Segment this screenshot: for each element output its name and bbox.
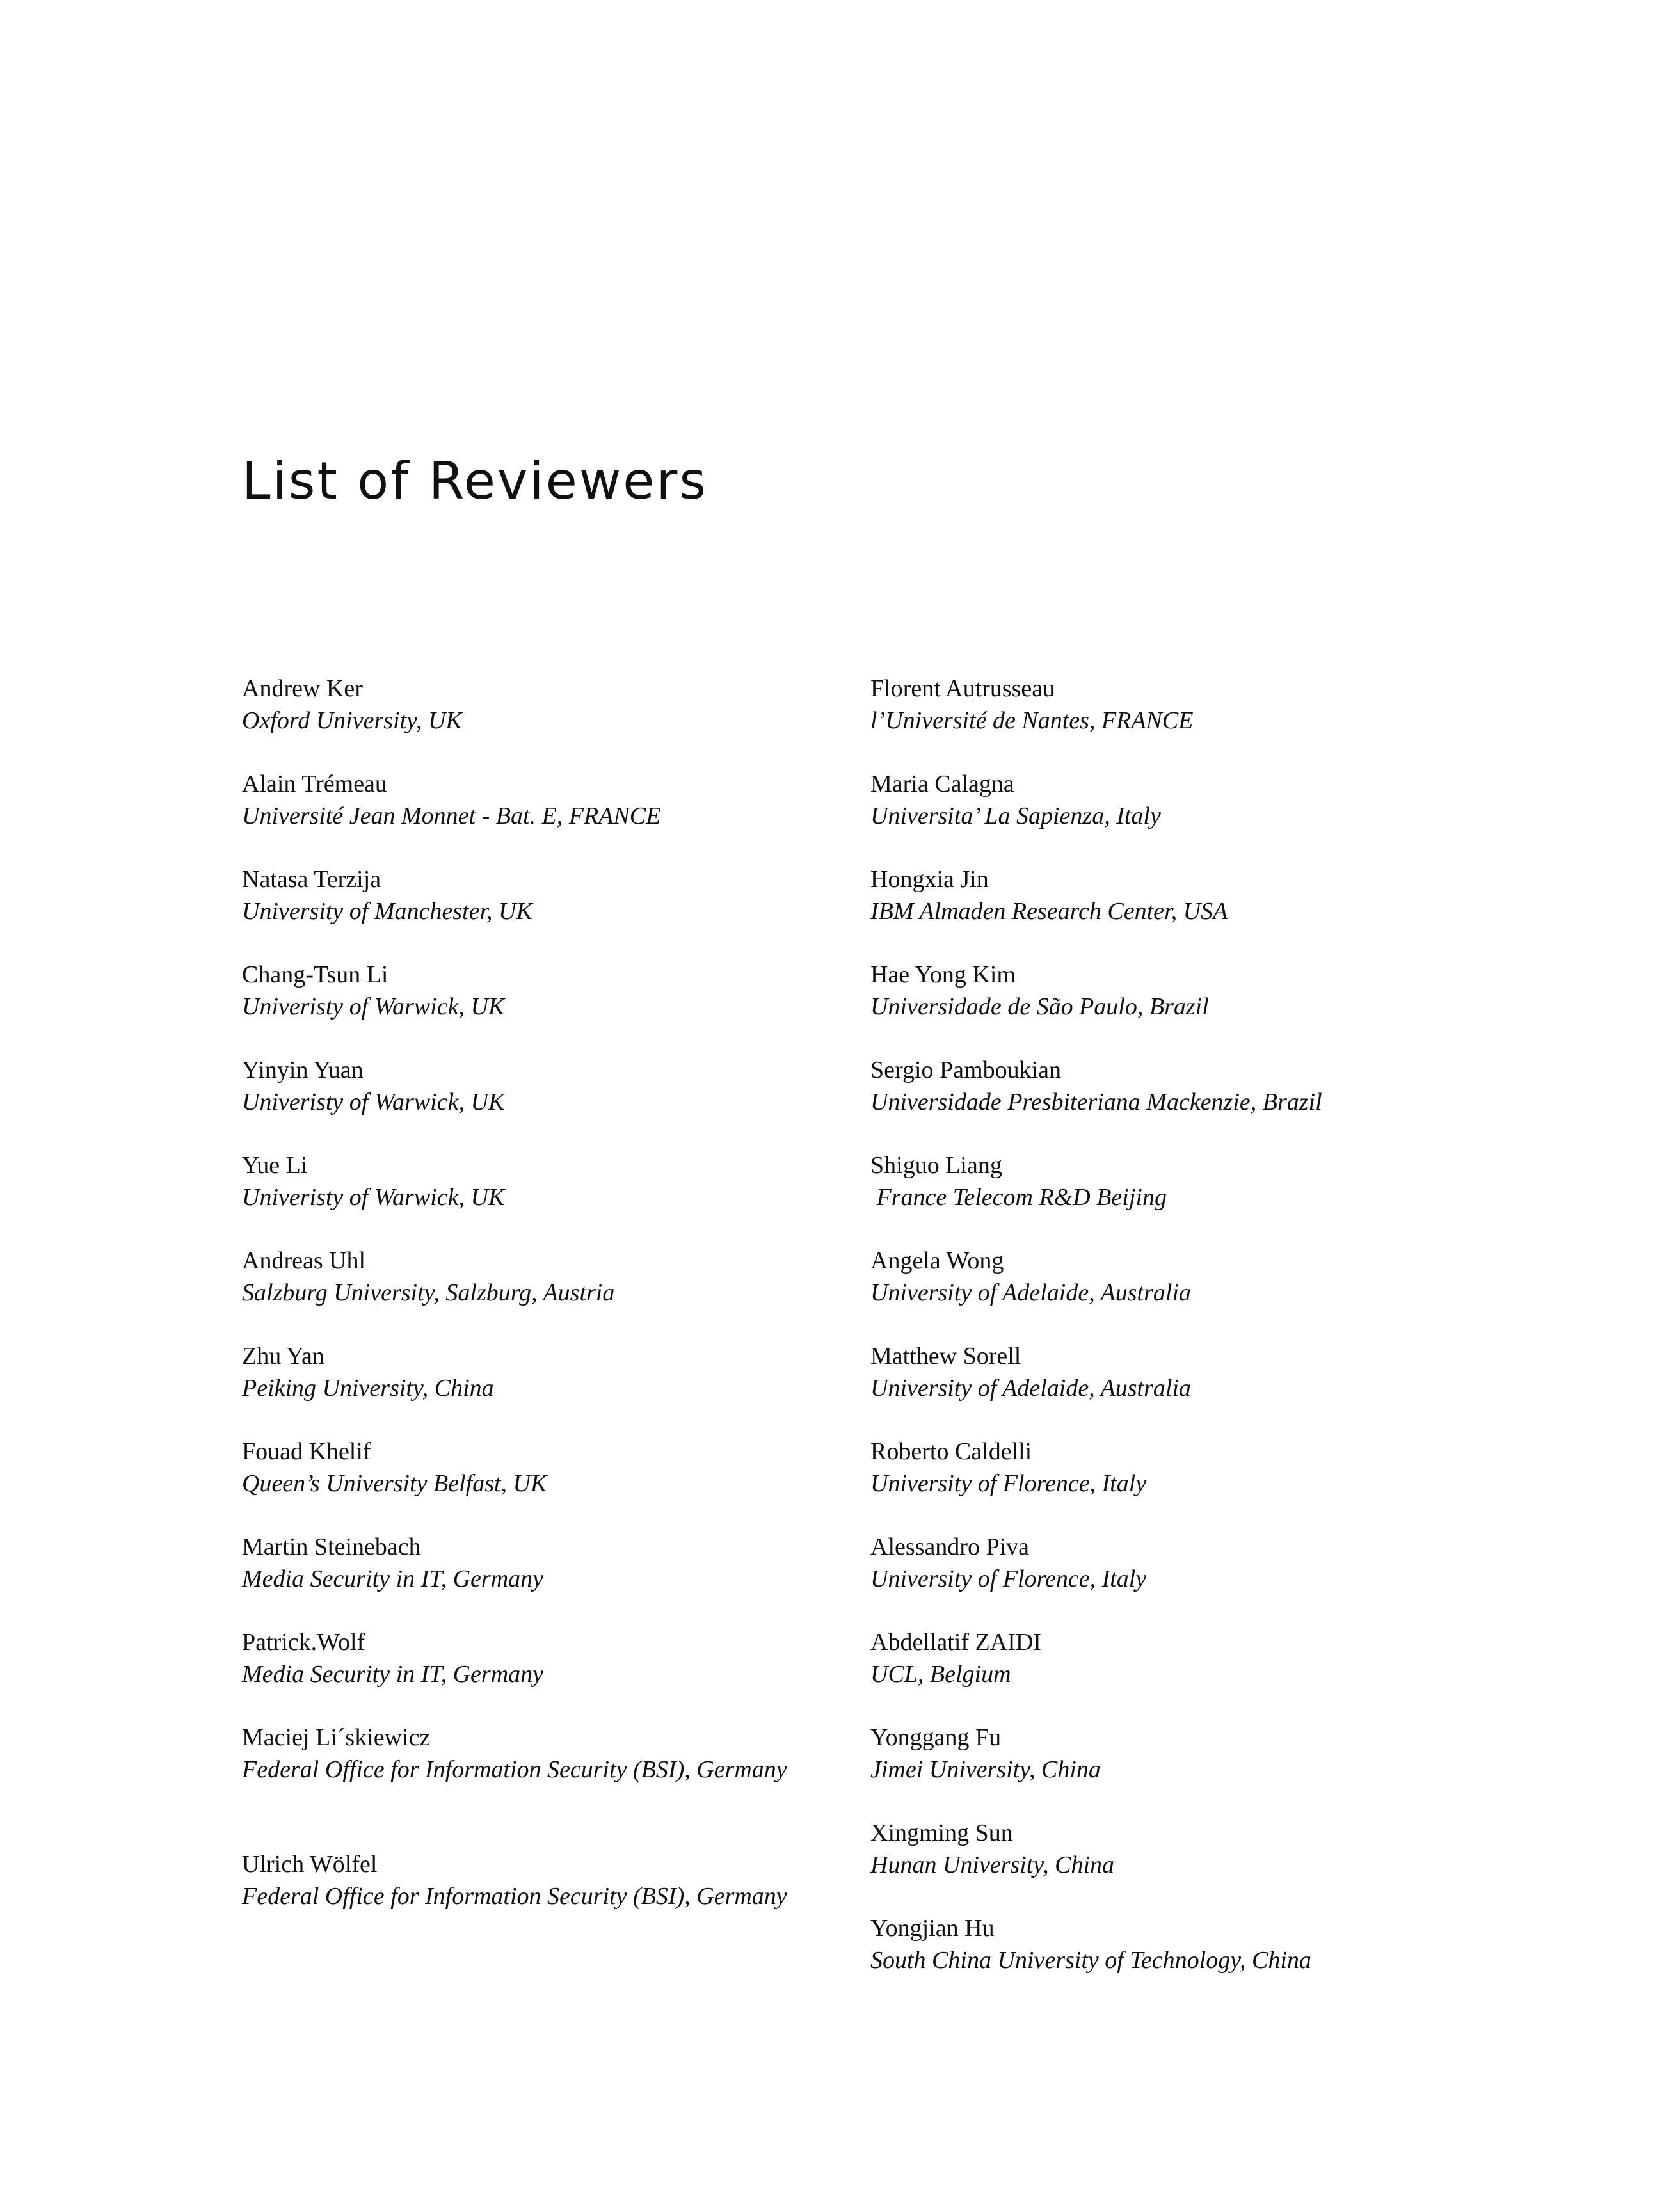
reviewer-affiliation: UCL, Belgium	[870, 1660, 1011, 1688]
reviewer-affiliation: Univeristy of Warwick, UK	[242, 1088, 505, 1116]
reviewer-entry	[870, 1150, 1510, 1245]
reviewer-name: Maciej Li´skiewicz	[242, 1724, 431, 1751]
reviewer-affiliation: University of Florence, Italy	[870, 1565, 1147, 1592]
reviewer-name: Sergio Pamboukian	[870, 1057, 1062, 1084]
reviewer-affiliation: Jimei University, China	[870, 1756, 1101, 1783]
reviewers-right-column	[870, 673, 1510, 2008]
reviewer-name: Yinyin Yuan	[242, 1057, 364, 1084]
reviewer-name: Maria Calagna	[870, 771, 1014, 797]
reviewer-entry	[242, 1055, 818, 1150]
reviewer-entry	[242, 1627, 818, 1722]
reviewer-entry	[242, 864, 818, 959]
reviewer-affiliation: University of Florence, Italy	[870, 1469, 1147, 1497]
reviewer-name: Abdellatif ZAIDI	[870, 1629, 1041, 1656]
reviewer-affiliation: Univeristy of Warwick, UK	[242, 1183, 505, 1211]
reviewer-affiliation: Federal Office for Information Security (BSI), Germany	[242, 1756, 787, 1783]
reviewer-entry	[870, 959, 1510, 1055]
reviewer-entry	[242, 1341, 818, 1436]
reviewer-affiliation: Oxford University, UK	[242, 707, 462, 734]
reviewer-name: Yonggang Fu	[870, 1724, 1002, 1751]
reviewer-name: Chang-Tsun Li	[242, 961, 388, 988]
reviewer-entry	[870, 673, 1510, 769]
reviewer-affiliation: Peiking University, China	[242, 1374, 494, 1402]
reviewer-name: Ulrich Wölfel	[242, 1851, 378, 1878]
reviewer-entry	[242, 1722, 818, 1849]
reviewer-name: Martin Steinebach	[242, 1533, 421, 1560]
reviewer-affiliation: Universidade Presbiteriana Mackenzie, Brazil	[870, 1088, 1322, 1116]
reviewer-affiliation: Universidade de São Paulo, Brazil	[870, 993, 1209, 1020]
reviewer-affiliation: Media Security in IT, Germany	[242, 1660, 544, 1688]
reviewer-name: Zhu Yan	[242, 1343, 324, 1370]
reviewer-affiliation: University of Manchester, UK	[242, 897, 532, 925]
reviewer-affiliation: South China University of Technology, China	[870, 1946, 1311, 1974]
reviewer-entry	[242, 769, 818, 864]
reviewer-entry	[242, 959, 818, 1055]
reviewer-name: Xingming Sun	[870, 1820, 1013, 1846]
reviewer-name: Alessandro Piva	[870, 1533, 1030, 1560]
reviewers-left-column	[242, 673, 818, 1976]
reviewer-entry	[870, 1055, 1510, 1150]
reviewer-entry	[242, 1150, 818, 1245]
reviewer-entry	[242, 1849, 818, 1976]
reviewer-entry	[870, 769, 1510, 864]
reviewer-affiliation: Federal Office for Information Security (BSI), Germany	[242, 1882, 787, 1910]
reviewer-name: Florent Autrusseau	[870, 675, 1055, 702]
reviewer-entry	[870, 864, 1510, 959]
reviewer-affiliation: IBM Almaden Research Center, USA	[870, 897, 1228, 925]
reviewer-name: Yue Li	[242, 1152, 308, 1179]
reviewer-affiliation: Université Jean Monnet - Bat. E, FRANCE	[242, 802, 661, 829]
reviewer-name: Yongjian Hu	[870, 1915, 995, 1942]
reviewer-affiliation: University of Adelaide, Australia	[870, 1374, 1191, 1402]
reviewer-affiliation: Queen’s University Belfast, UK	[242, 1469, 547, 1497]
reviewer-affiliation: Salzburg University, Salzburg, Austria	[242, 1279, 615, 1306]
reviewer-name: Andreas Uhl	[242, 1247, 366, 1274]
reviewer-name: Angela Wong	[870, 1247, 1004, 1274]
reviewer-name: Natasa Terzija	[242, 866, 381, 893]
reviewer-name: Shiguo Liang	[870, 1152, 1002, 1179]
reviewer-entry	[870, 1532, 1510, 1627]
reviewer-affiliation: University of Adelaide, Australia	[870, 1279, 1191, 1306]
reviewer-name: Hongxia Jin	[870, 866, 989, 893]
reviewer-affiliation: Media Security in IT, Germany	[242, 1565, 544, 1592]
reviewer-entry	[870, 1722, 1510, 1818]
reviewer-entry	[242, 1245, 818, 1341]
reviewer-entry	[242, 1532, 818, 1627]
reviewer-affiliation: Universita’ La Sapienza, Italy	[870, 802, 1161, 829]
page-title: List of Reviewers	[242, 451, 708, 511]
reviewer-name: Fouad Khelif	[242, 1438, 371, 1465]
reviewer-affiliation: France Telecom R&D Beijing	[870, 1183, 1167, 1211]
reviewer-entry	[870, 1436, 1510, 1532]
reviewer-entry	[870, 1341, 1510, 1436]
reviewer-name: Matthew Sorell	[870, 1343, 1021, 1370]
reviewer-entry	[870, 1627, 1510, 1722]
reviewer-name: Roberto Caldelli	[870, 1438, 1032, 1465]
reviewer-entry	[870, 1818, 1510, 1913]
reviewer-affiliation: Hunan University, China	[870, 1851, 1115, 1878]
reviewer-affiliation: Univeristy of Warwick, UK	[242, 993, 505, 1020]
reviewer-entry	[242, 673, 818, 769]
reviewer-affiliation: l’Université de Nantes, FRANCE	[870, 707, 1194, 734]
reviewer-name: Alain Trémeau	[242, 771, 387, 797]
reviewer-name: Patrick.Wolf	[242, 1629, 365, 1656]
reviewer-entry	[870, 1913, 1510, 2008]
reviewer-name: Hae Yong Kim	[870, 961, 1016, 988]
reviewer-name: Andrew Ker	[242, 675, 363, 702]
reviewer-entry	[242, 1436, 818, 1532]
reviewer-entry	[870, 1245, 1510, 1341]
